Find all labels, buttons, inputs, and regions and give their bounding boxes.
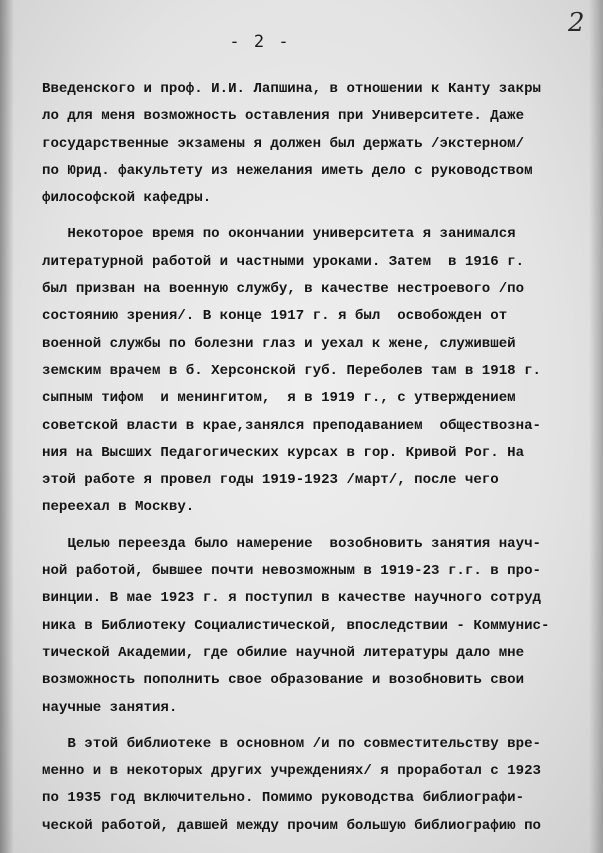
text-line: ной работой, бывшее почти невозможным в 1919-23 г.г. в про- xyxy=(42,563,541,580)
typewritten-body xyxy=(42,76,598,840)
page-number: - 2 - xyxy=(229,32,291,52)
text-line: был призван на военную службу, в качестве нестроевого /по xyxy=(42,281,525,298)
text-line: Введенского и проф. И.И. Лапшина, в отношении к Канту закры xyxy=(42,81,541,97)
text-line: военной службы по болезни глаз и уехал к жене, служившей xyxy=(42,335,516,352)
text-line: Некоторое время по окончании университета я занимался xyxy=(42,226,516,243)
text-line: ческой работой, давшей между прочим большую библиографию по xyxy=(42,817,541,834)
text-line: земским врачем в б. Херсонской губ. Переболев там в 1918 г. xyxy=(42,362,541,379)
paragraph xyxy=(42,531,598,722)
text-line: В этой библиотеке в основном /и по совместительству вре- xyxy=(42,735,541,752)
scan-edge-shadow-left xyxy=(0,0,14,853)
text-line: Целью переезда было намерение возобновить занятия науч- xyxy=(42,535,541,552)
text-line: научные занятия. xyxy=(42,699,178,716)
paragraph-gap xyxy=(42,212,598,221)
paragraph xyxy=(42,731,598,840)
text-line: по 1935 год включительно. Помимо руководства библиографи- xyxy=(42,790,525,807)
paragraph xyxy=(42,221,598,521)
text-line: по Юрид. факультету из нежелания иметь дело с руководством xyxy=(42,162,533,179)
text-line: винции. В мае 1923 г. я поступил в качестве научного сотруд xyxy=(42,590,541,607)
handwritten-folio-number: 2 xyxy=(568,8,585,38)
text-line: возможность пополнить свое образование и возобновить свои xyxy=(42,672,525,689)
text-line: состоянию зрения/. В конце 1917 г. я был освобожден от xyxy=(42,308,508,325)
text-line: этой работе я провел годы 1919-1923 /март/, после чего xyxy=(42,472,499,489)
text-line: ника в Библиотеку Социалистической, впоследствии - Коммунис- xyxy=(42,617,550,634)
text-line: государственные экзамены я должен был держать /экстерном/ xyxy=(42,135,525,152)
paragraph-gap xyxy=(42,722,598,731)
text-line: тической Академии, где обилие научной литературы дало мне xyxy=(42,644,525,661)
text-line: советской власти в крае,занялся преподаванием обществозна- xyxy=(42,417,541,434)
text-line: ния на Высших Педагогических курсах в гор. Кривой Рог. На xyxy=(42,444,525,461)
text-line: сыпным тифом и менингитом, я в 1919 г., с утверждением xyxy=(42,390,516,407)
paragraph xyxy=(42,76,598,212)
paragraph-gap xyxy=(42,522,598,531)
text-line: философской кафедры. xyxy=(42,190,212,207)
text-line: ло для меня возможность оставления при Университете. Даже xyxy=(42,108,525,125)
text-line: литературной работой и частными уроками. Затем в 1916 г. xyxy=(42,253,525,270)
text-line: менно и в некоторых других учреждениях/ я проработал с 1923 xyxy=(42,763,541,780)
text-line: переехал в Москву. xyxy=(42,499,195,516)
